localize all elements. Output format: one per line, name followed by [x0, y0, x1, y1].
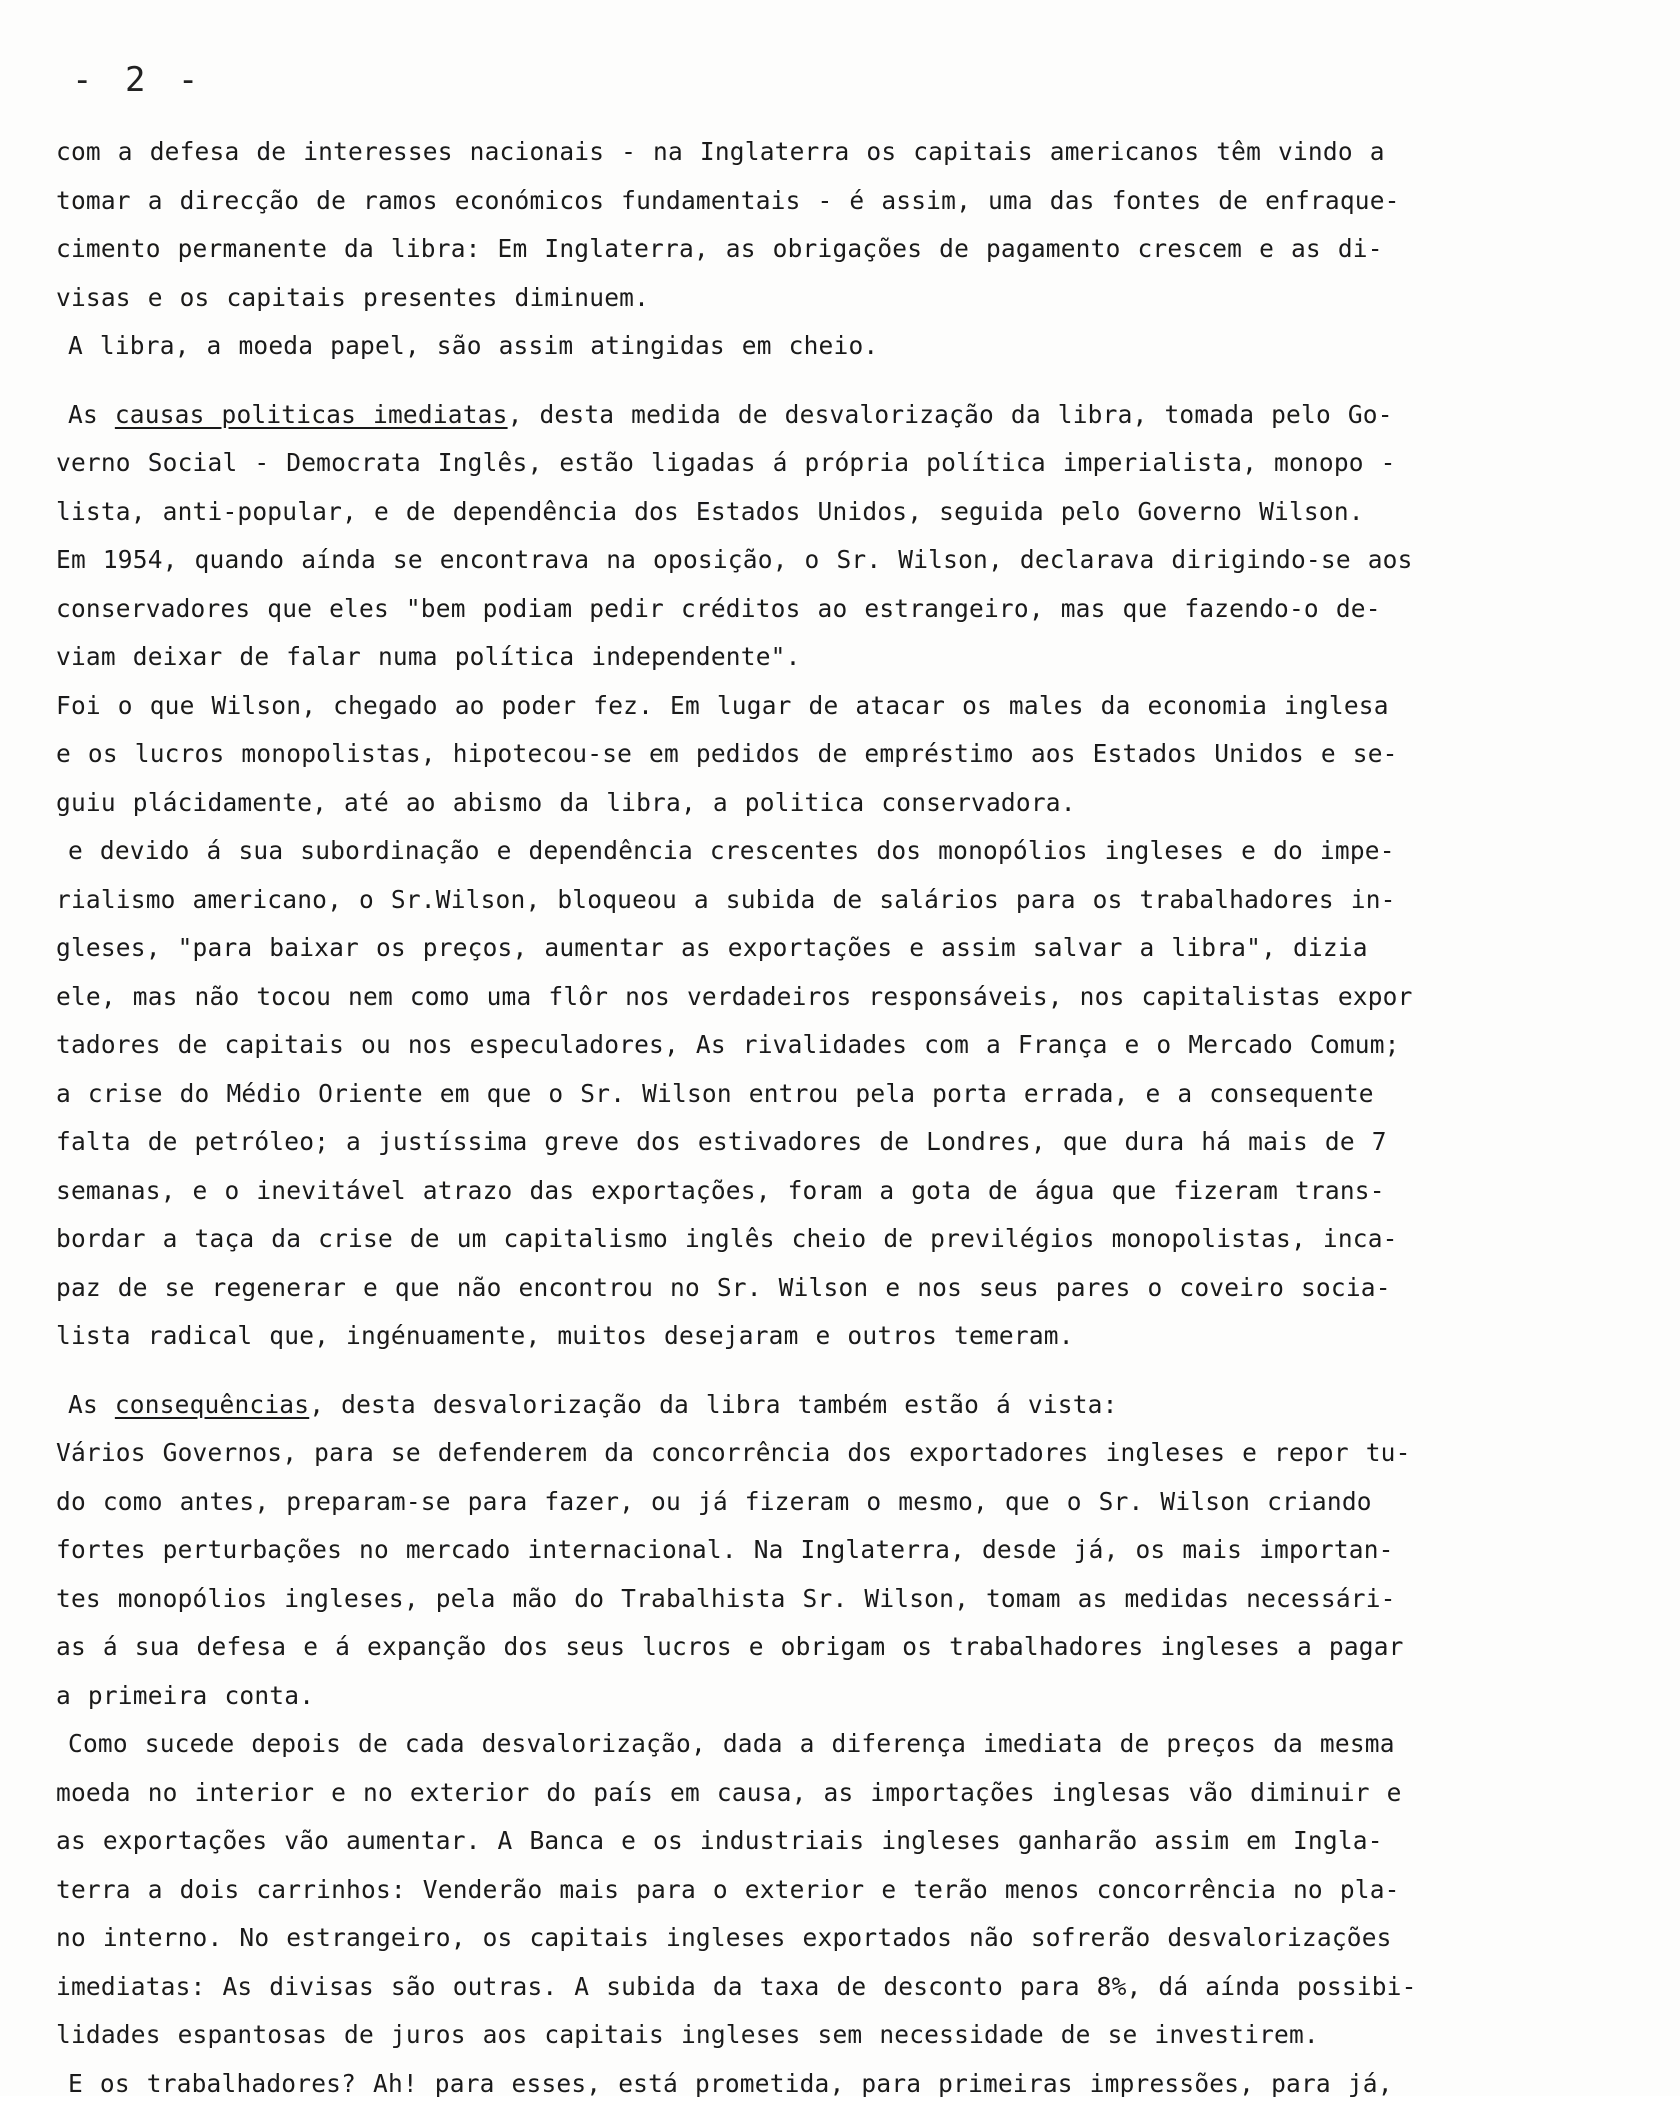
text-line: guiu plácidamente, até ao abismo da libra, a politica conservadora. — [56, 779, 1456, 828]
text-line: e os lucros monopolistas, hipotecou-se em pedidos de empréstimo aos Estados Unidos e se- — [56, 730, 1456, 779]
text-line: semanas, e o inevitável atrazo das exportações, foram a gota de água que fizeram trans- — [56, 1167, 1456, 1216]
paragraph-gap — [56, 371, 1456, 391]
text-line: moeda no interior e no exterior do país em causa, as importações inglesas vão diminuir e — [56, 1769, 1456, 1818]
text-line: gleses, "para baixar os preços, aumentar as exportações e assim salvar a libra", dizia — [56, 924, 1456, 973]
text-line: Em 1954, quando aínda se encontrava na oposição, o Sr. Wilson, declarava dirigindo-se aos — [56, 536, 1456, 585]
text-fragment: , desta desvalorização da libra também estão á vista: — [309, 1390, 1117, 1419]
text-line: lidades espantosas de juros aos capitais ingleses sem necessidade de se investirem. — [56, 2011, 1456, 2060]
paragraph-1 — [56, 128, 1456, 322]
text-line: rialismo americano, o Sr.Wilson, bloqueou a subida de salários para os trabalhadores in- — [56, 876, 1456, 925]
text-line: a primeira conta. — [56, 1672, 1456, 1721]
text-line: Vários Governos, para se defenderem da concorrência dos exportadores ingleses e repor tu- — [56, 1429, 1456, 1478]
text-line: viam deixar de falar numa política independente". — [56, 633, 1456, 682]
text-fragment: , desta medida de desvalorização da libra, tomada pelo Go- — [508, 400, 1393, 429]
text-line: e devido á sua subordinação e dependência crescentes dos monopólios ingleses e do impe- — [56, 827, 1456, 876]
text-line: com a defesa de interesses nacionais - na Inglaterra os capitais americanos têm vindo a — [56, 128, 1456, 177]
text-line: a crise do Médio Oriente em que o Sr. Wilson entrou pela porta errada, e a consequente — [56, 1070, 1456, 1119]
page-number: - 2 - — [72, 60, 204, 100]
text-line-with-underline — [56, 1381, 1456, 1430]
text-line: visas e os capitais presentes diminuem. — [56, 274, 1456, 323]
text-line: fortes perturbações no mercado internacional. Na Inglaterra, desde já, os mais importan- — [56, 1526, 1456, 1575]
text-line: do como antes, preparam-se para fazer, ou já fizeram o mesmo, que o Sr. Wilson criando — [56, 1478, 1456, 1527]
text-line: tomar a direcção de ramos económicos fundamentais - é assim, uma das fontes de enfraque- — [56, 177, 1456, 226]
text-line-with-underline — [56, 391, 1456, 440]
text-line: tadores de capitais ou nos especuladores, As rivalidades com a França e o Mercado Comum; — [56, 1021, 1456, 1070]
text-line: falta de petróleo; a justíssima greve dos estivadores de Londres, que dura há mais de 7 — [56, 1118, 1456, 1167]
text-line: E os trabalhadores? Ah! para esses, está prometida, para primeiras impressões, para já, — [56, 2060, 1456, 2108]
text-line: lista, anti-popular, e de dependência dos Estados Unidos, seguida pelo Governo Wilson. — [56, 488, 1456, 537]
text-line: tes monopólios ingleses, pela mão do Trabalhista Sr. Wilson, tomam as medidas necessári- — [56, 1575, 1456, 1624]
text-line: as á sua defesa e á expanção dos seus lucros e obrigam os trabalhadores ingleses a pagar — [56, 1623, 1456, 1672]
text-line: conservadores que eles "bem podiam pedir créditos ao estrangeiro, mas que fazendo-o de- — [56, 585, 1456, 634]
text-line: ele, mas não tocou nem como uma flôr nos verdadeiros responsáveis, nos capitalistas expor — [56, 973, 1456, 1022]
text-line: as exportações vão aumentar. A Banca e os industriais ingleses ganharão assim em Ingla- — [56, 1817, 1456, 1866]
text-line: no interno. No estrangeiro, os capitais ingleses exportados não sofrerão desvalorizações — [56, 1914, 1456, 1963]
text-fragment: As — [68, 400, 115, 429]
underlined-phrase: consequências — [115, 1390, 309, 1419]
text-fragment: As — [68, 1390, 115, 1419]
text-line: cimento permanente da libra: Em Inglaterra, as obrigações de pagamento crescem e as di- — [56, 225, 1456, 274]
text-line: lista radical que, ingénuamente, muitos desejaram e outros temeram. — [56, 1312, 1456, 1361]
paragraph-gap — [56, 1361, 1456, 1381]
text-line: A libra, a moeda papel, são assim atingidas em cheio. — [56, 322, 1456, 371]
text-line: terra a dois carrinhos: Venderão mais para o exterior e terão menos concorrência no pla- — [56, 1866, 1456, 1915]
paragraph-2 — [56, 322, 1456, 371]
paragraph-3 — [56, 391, 1456, 1361]
underlined-phrase: causas politicas imediatas — [115, 400, 508, 429]
paragraph-4 — [56, 1381, 1456, 2108]
document-body — [56, 128, 1456, 2108]
text-line: verno Social - Democrata Inglês, estão ligadas á própria política imperialista, monopo - — [56, 439, 1456, 488]
text-line: Foi o que Wilson, chegado ao poder fez. Em lugar de atacar os males da economia inglesa — [56, 682, 1456, 731]
text-line: paz de se regenerar e que não encontrou no Sr. Wilson e nos seus pares o coveiro socia- — [56, 1264, 1456, 1313]
text-line: bordar a taça da crise de um capitalismo inglês cheio de previlégios monopolistas, inca- — [56, 1215, 1456, 1264]
text-line: Como sucede depois de cada desvalorização, dada a diferença imediata de preços da mesma — [56, 1720, 1456, 1769]
text-line: imediatas: As divisas são outras. A subida da taxa de desconto para 8%, dá aínda possibi- — [56, 1963, 1456, 2012]
